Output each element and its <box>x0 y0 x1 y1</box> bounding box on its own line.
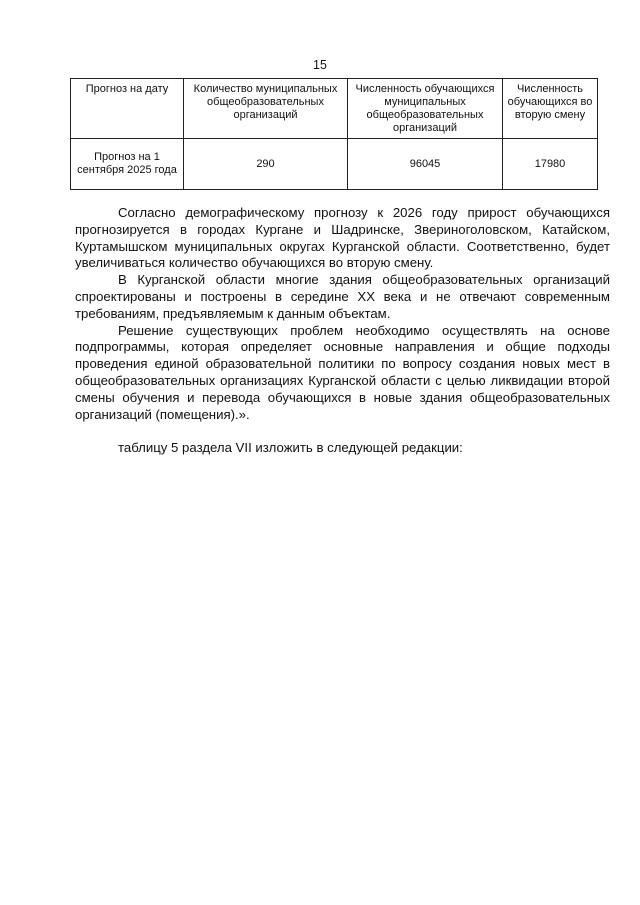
table-header-cell: Численность обучающихся муниципальных общеобразовательных организаций <box>348 79 503 139</box>
paragraph: Решение существующих проблем необходимо осуществлять на основе подпрограммы, которая определяет основные направления и общие подходы проведения единой образовательной политики по вопросу создания новых мест в общеобразовательных организациях Курганской области с целью ликвидации второй смены обучения и перевода обучающихся в новые здания общеобразовательных организаций (помещения).». <box>75 322 610 422</box>
table-row <box>71 139 598 190</box>
table-cell: 290 <box>184 139 348 190</box>
page-number: 15 <box>313 58 327 72</box>
table-header-cell: Прогноз на дату <box>71 79 184 139</box>
forecast-table <box>70 78 598 190</box>
paragraph: Согласно демографическому прогнозу к 2026 году прирост обучающихся прогнозируется в городах Кургане и Шадринске, Звериноголовском, Катайском, Куртамышском муниципальных округах Курганской области. Соответственно, будет увеличиваться количество обучающихся во вторую смену. <box>75 205 610 271</box>
table-cell: 96045 <box>348 139 503 190</box>
closing-instruction: таблицу 5 раздела VII изложить в следующей редакции: <box>118 440 463 455</box>
body-text <box>75 205 610 423</box>
table-header-row <box>71 79 598 139</box>
table-cell: Прогноз на 1 сентября 2025 года <box>71 139 184 190</box>
paragraph: В Курганской области многие здания общеобразовательных организаций спроектированы и построены в середине XX века и не отвечают современным требованиям, предъявляемым к данным объектам. <box>75 272 610 321</box>
table-header-cell: Количество муниципальных общеобразовательных организаций <box>184 79 348 139</box>
table-header-cell: Численность обучающихся во вторую смену <box>503 79 598 139</box>
table-cell: 17980 <box>503 139 598 190</box>
